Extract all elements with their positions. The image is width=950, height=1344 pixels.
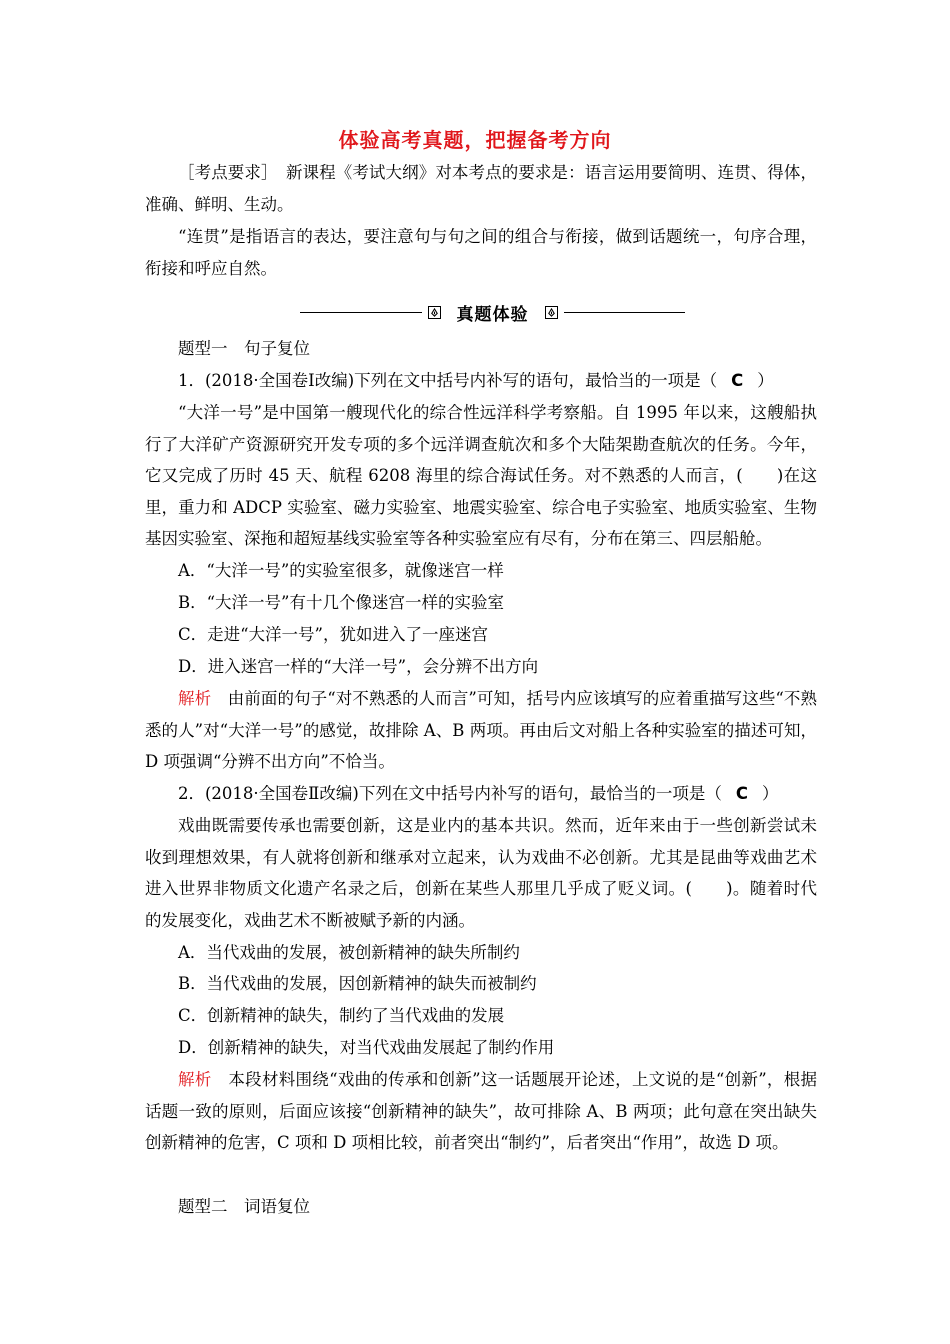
analysis-paragraph — [145, 1064, 817, 1159]
option-d: D．创新精神的缺失，对当代戏曲发展起了制约作用 — [178, 1038, 555, 1057]
section-heading: 真题体验 — [456, 304, 529, 325]
exam-requirement-paragraph: ［考点要求］ 新课程《考试大纲》对本考点的要求是：语言运用要简明、连贯、得体，准确、鲜明、生动。 — [145, 163, 817, 214]
pen-nib-icon — [428, 306, 441, 319]
divider-rule-right — [564, 312, 686, 313]
pen-nib-icon — [545, 306, 558, 319]
option-b: B．当代戏曲的发展，因创新精神的缺失而被制约 — [178, 974, 537, 993]
option-a: A．“大洋一号”的实验室很多，就像迷宫一样 — [178, 561, 504, 580]
question-stem — [145, 365, 817, 397]
page-title: 体验高考真题，把握备考方向 — [338, 128, 612, 152]
option-b: B．“大洋一号”有十几个像迷宫一样的实验室 — [178, 593, 504, 612]
answer-letter: C — [735, 784, 748, 803]
section-divider — [300, 298, 685, 326]
question-passage: 戏曲既需要传承也需要创新，这是业内的基本共识。然而，近年来由于一些创新尝试未收到理想效果，有人就将创新和继承对立起来，认为戏曲不必创新。尤其是昆曲等戏曲艺术进入世界非物质文化遗产名录之后，创新在某些人那里几乎成了贬义词。( )。随着时代的发展变化，戏曲艺术不断被赋予新的内涵。 — [145, 816, 817, 930]
question-type-heading: 题型一 句子复位 — [178, 339, 310, 358]
option-c: C．走进“大洋一号”，犹如进入了一座迷宫 — [178, 625, 488, 644]
analysis-paragraph — [145, 683, 817, 778]
answer-letter: C — [731, 371, 744, 390]
analysis-text: 本段材料围绕“戏曲的传承和创新”这一话题展开论述，上文说的是“创新”，根据话题一致的原则，后面应该接“创新精神的缺失”，故可排除 A、B 两项；此句意在突出缺失创新精神的危害，C 项和 D 项相比较，前者突出“制约”，后者突出“作用”，故选 D 项。 — [145, 1070, 817, 1152]
question-type-heading: 题型二 词语复位 — [178, 1197, 310, 1216]
question-stem — [145, 778, 817, 810]
option-c: C．创新精神的缺失，制约了当代戏曲的发展 — [178, 1006, 505, 1025]
coherence-definition-paragraph: “连贯”是指语言的表达，要注意句与句之间的组合与衔接，做到话题统一，句序合理，衔接和呼应自然。 — [145, 227, 817, 278]
option-a: A．当代戏曲的发展，被创新精神的缺失所制约 — [178, 943, 520, 962]
analysis-label: 解析 — [178, 689, 212, 708]
question-stem-text: 2．(2018·全国卷Ⅱ改编)下列在文中括号内补写的语句，最恰当的一项是（ — [178, 784, 722, 803]
option-d: D．进入迷宫一样的“大洋一号”，会分辨不出方向 — [178, 657, 539, 676]
question-passage: “大洋一号”是中国第一艘现代化的综合性远洋科学考察船。自 1995 年以来，这艘船执行了大洋矿产资源研究开发专项的多个远洋调查航次和多个大陆架勘查航次的任务。今年，它又完成了历时 45 天、航程 6208 海里的综合海试任务。对不熟悉的人而言，( )在这里，重力和 ADCP 实验室、磁力实验室、地震实验室、综合电子实验室、地质实验室、生物基因实验室、深拖和超短基线实验室等各种实验室应有尽有，分布在第三、四层船舱。 — [145, 403, 817, 548]
question-stem-close: ） — [761, 784, 779, 803]
divider-rule-left — [300, 312, 422, 313]
analysis-text: 由前面的句子“对不熟悉的人而言”可知，括号内应该填写的应着重描写这些“不熟悉的人”对“大洋一号”的感觉，故排除 A、B 两项。再由后文对船上各种实验室的描述可知，D 项强调“分辨不出方向”不恰当。 — [145, 689, 818, 771]
analysis-label: 解析 — [178, 1070, 212, 1089]
question-stem-text: 1．(2018·全国卷Ⅰ改编)下列在文中括号内补写的语句，最恰当的一项是（ — [178, 371, 718, 390]
question-stem-close: ） — [757, 371, 774, 390]
